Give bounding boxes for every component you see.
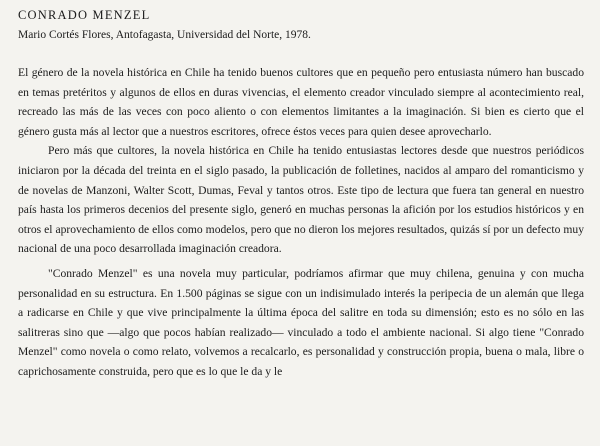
book-title: CONRADO MENZEL xyxy=(18,8,151,22)
review-page xyxy=(18,8,584,382)
paragraph-1: El género de la novela histórica en Chile ha tenido buenos cultores que en pequeño pero entusiasta número han buscado en temas pretéritos y algunos de ellos en duras vivencias, el elemento creador vinculado siempre al acontecimiento real, recreado las más de las veces con poco aliento o con elementos limitantes a la imaginación. Si bien es cierto que el género gusta más al lector que a nuestros escritores, ofrece éstos veces para quien desee aprovecharlo. xyxy=(18,66,584,138)
paragraph-3: "Conrado Menzel" es una novela muy particular, podríamos afirmar que muy chilena, genuina y con mucha personalidad en su estructura. En 1.500 páginas se sigue con un indisimulado interés la peripecia de un alemán que llega a radicarse en Chile y que vive principalmente la última época del salitre en toda su dimensión; esto es no sólo en las salitreras sino que —algo que pocos habían realizado— vinculado a todo el ambiente nacional. Si algo tiene "Conrado Menzel" como novela o como relato, volvemos a recalcarlo, es personalidad y construcción propia, buena o mala, libre o caprichosamente construida, pero que es lo que le da y le xyxy=(18,266,584,378)
book-byline: Mario Cortés Flores, Antofagasta, Universidad del Norte, 1978. xyxy=(18,29,311,41)
paragraph-2: Pero más que cultores, la novela histórica en Chile ha tenido entusiastas lectores desde que nuestros periódicos iniciaron por la década del treinta en el siglo pasado, la publicación de folletines, nacidos al amparo del romanticismo y de novelas de Manzoni, Walter Scott, Dumas, Feval y tantos otros. Este tipo de lectura que fuera tan general en nuestro país hasta los primeros decenios del presente siglo, generó en muchas personas la afición por los estudios históricos y en otros el aprovechamiento de ellos como modelos, pero que no dieron los mejores resultados, quizás sí por un defecto muy nacional de una poco desarrollada imaginación creadora. xyxy=(18,144,584,256)
